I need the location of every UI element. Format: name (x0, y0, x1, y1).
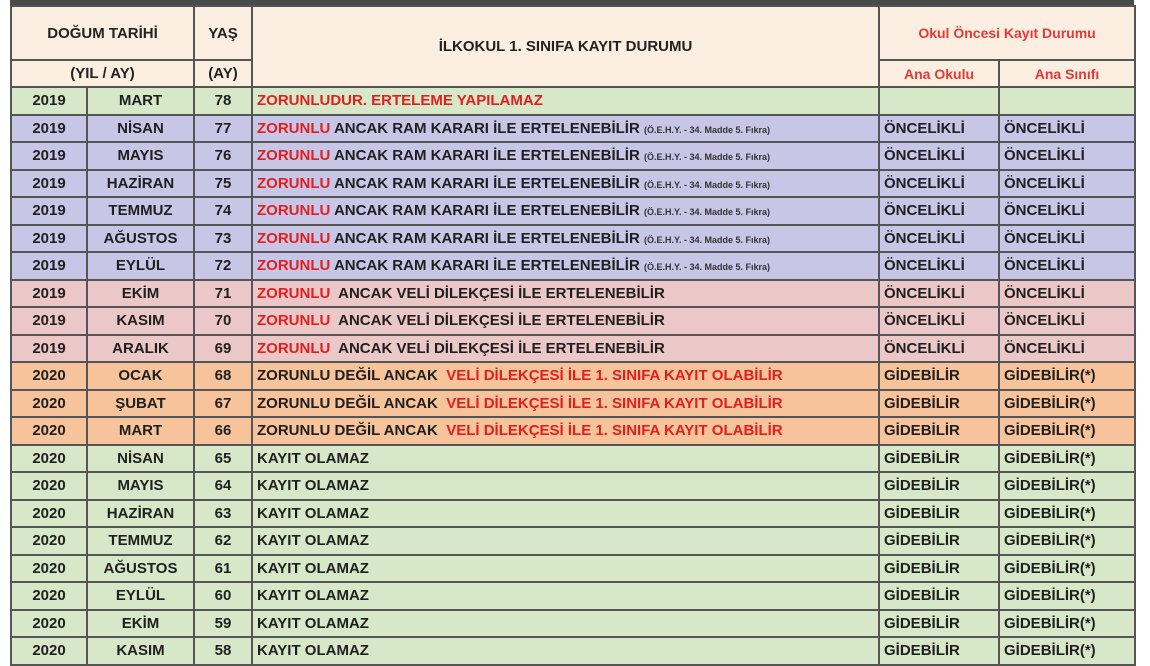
year-cell: 2019 (11, 87, 87, 115)
nursery-class-cell: GİDEBİLİR(*) (999, 362, 1135, 390)
age-cell: 62 (194, 527, 252, 555)
age-header: YAŞ (194, 6, 252, 60)
status-cell (252, 500, 879, 528)
registration-table (10, 5, 1136, 666)
status-text: ANCAK RAM KARARI İLE ERTELENEBİLİR (330, 119, 644, 137)
age-cell: 75 (194, 170, 252, 198)
month-cell: HAZİRAN (87, 170, 194, 198)
age-cell: 76 (194, 142, 252, 170)
year-cell: 2019 (11, 335, 87, 363)
status-text: ANCAK RAM KARARI İLE ERTELENEBİLİR (330, 257, 644, 275)
nursery-class-cell (999, 87, 1135, 115)
nursery-class-cell: GİDEBİLİR(*) (999, 555, 1135, 583)
table-row (11, 307, 1135, 335)
month-cell: KASIM (87, 637, 194, 665)
status-cell (252, 582, 879, 610)
month-cell: AĞUSTOS (87, 555, 194, 583)
month-cell: KASIM (87, 307, 194, 335)
age-cell: 65 (194, 445, 252, 473)
table-row (11, 610, 1135, 638)
status-red-text-2: VELİ DİLEKÇESİ İLE 1. SINIFA KAYIT OLABİLİR (446, 394, 783, 412)
status-red-text: ZORUNLU (257, 202, 331, 220)
year-cell: 2019 (11, 225, 87, 253)
month-cell: TEMMUZ (87, 197, 194, 225)
status-text: ZORUNLU DEĞİL ANCAK (257, 422, 447, 440)
month-cell: OCAK (87, 362, 194, 390)
kindergarten-cell: GİDEBİLİR (879, 582, 999, 610)
table-row (11, 225, 1135, 253)
status-text: ANCAK RAM KARARI İLE ERTELENEBİLİR (330, 202, 644, 220)
age-cell: 77 (194, 115, 252, 143)
table-row (11, 142, 1135, 170)
year-cell: 2020 (11, 555, 87, 583)
year-cell: 2019 (11, 115, 87, 143)
year-cell: 2019 (11, 280, 87, 308)
nursery-class-cell: GİDEBİLİR(*) (999, 417, 1135, 445)
table-row (11, 500, 1135, 528)
year-cell: 2020 (11, 610, 87, 638)
status-cell (252, 637, 879, 665)
kindergarten-cell: ÖNCELİKLİ (879, 142, 999, 170)
status-cell (252, 280, 879, 308)
table-row (11, 472, 1135, 500)
regulation-note: (Ö.E.H.Y. - 34. Madde 5. Fıkra) (643, 262, 770, 273)
year-cell: 2020 (11, 637, 87, 665)
status-text: KAYIT OLAMAZ (257, 587, 369, 605)
age-cell: 69 (194, 335, 252, 363)
kindergarten-cell: GİDEBİLİR (879, 390, 999, 418)
month-cell: EYLÜL (87, 582, 194, 610)
age-cell: 72 (194, 252, 252, 280)
status-text: ANCAK RAM KARARI İLE ERTELENEBİLİR (330, 174, 644, 192)
table-row (11, 197, 1135, 225)
regulation-note: (Ö.E.H.Y. - 34. Madde 5. Fıkra) (643, 207, 770, 218)
status-red-text-2: VELİ DİLEKÇESİ İLE 1. SINIFA KAYIT OLABİLİR (446, 422, 783, 440)
year-cell: 2019 (11, 170, 87, 198)
nursery-class-cell: ÖNCELİKLİ (999, 335, 1135, 363)
table-row (11, 582, 1135, 610)
regulation-note: (Ö.E.H.Y. - 34. Madde 5. Fıkra) (643, 152, 770, 163)
status-cell (252, 170, 879, 198)
age-cell: 60 (194, 582, 252, 610)
age-cell: 70 (194, 307, 252, 335)
preschool-status-header: Okul Öncesi Kayıt Durumu (879, 6, 1135, 60)
year-cell: 2020 (11, 362, 87, 390)
status-red-text: ZORUNLU (257, 339, 331, 357)
kindergarten-cell: GİDEBİLİR (879, 472, 999, 500)
table-row (11, 335, 1135, 363)
status-red-text: ZORUNLU (257, 257, 331, 275)
month-cell: EYLÜL (87, 252, 194, 280)
nursery-class-cell: ÖNCELİKLİ (999, 142, 1135, 170)
kindergarten-cell: GİDEBİLİR (879, 637, 999, 665)
status-cell (252, 527, 879, 555)
year-cell: 2019 (11, 142, 87, 170)
age-cell: 74 (194, 197, 252, 225)
status-text: ZORUNLU DEĞİL ANCAK (257, 394, 447, 412)
table-row (11, 527, 1135, 555)
age-cell: 68 (194, 362, 252, 390)
kindergarten-cell: GİDEBİLİR (879, 362, 999, 390)
month-cell: ŞUBAT (87, 390, 194, 418)
regulation-note: (Ö.E.H.Y. - 34. Madde 5. Fıkra) (643, 234, 770, 245)
month-cell: NİSAN (87, 115, 194, 143)
status-cell (252, 417, 879, 445)
status-cell (252, 87, 879, 115)
table-row (11, 170, 1135, 198)
nursery-class-cell: GİDEBİLİR(*) (999, 390, 1135, 418)
kindergarten-cell: ÖNCELİKLİ (879, 115, 999, 143)
month-cell: HAZİRAN (87, 500, 194, 528)
age-cell: 71 (194, 280, 252, 308)
year-cell: 2020 (11, 472, 87, 500)
year-cell: 2020 (11, 582, 87, 610)
year-cell: 2019 (11, 307, 87, 335)
table-row (11, 280, 1135, 308)
table-row (11, 87, 1135, 115)
table-row (11, 445, 1135, 473)
age-cell: 59 (194, 610, 252, 638)
nursery-class-cell: ÖNCELİKLİ (999, 170, 1135, 198)
table-row (11, 555, 1135, 583)
nursery-class-cell: ÖNCELİKLİ (999, 197, 1135, 225)
status-text: KAYIT OLAMAZ (257, 614, 369, 632)
year-cell: 2020 (11, 500, 87, 528)
age-cell: 58 (194, 637, 252, 665)
age-cell: 64 (194, 472, 252, 500)
status-cell (252, 445, 879, 473)
status-cell (252, 142, 879, 170)
status-red-text: ZORUNLU (257, 229, 331, 247)
status-red-text: ZORUNLU (257, 174, 331, 192)
status-text: ANCAK VELİ DİLEKÇESİ İLE ERTELENEBİLİR (330, 312, 665, 330)
nursery-class-cell: GİDEBİLİR(*) (999, 582, 1135, 610)
nursery-class-cell: GİDEBİLİR(*) (999, 500, 1135, 528)
table-row (11, 390, 1135, 418)
kindergarten-cell: ÖNCELİKLİ (879, 252, 999, 280)
regulation-note: (Ö.E.H.Y. - 34. Madde 5. Fıkra) (643, 124, 770, 135)
status-cell (252, 335, 879, 363)
month-cell: EKİM (87, 280, 194, 308)
year-cell: 2020 (11, 390, 87, 418)
status-cell (252, 472, 879, 500)
age-cell: 78 (194, 87, 252, 115)
birth-date-header: DOĞUM TARİHİ (11, 6, 194, 60)
year-cell: 2020 (11, 445, 87, 473)
status-text: KAYIT OLAMAZ (257, 449, 369, 467)
kindergarten-cell: GİDEBİLİR (879, 555, 999, 583)
status-cell (252, 610, 879, 638)
year-cell: 2020 (11, 527, 87, 555)
month-cell: MART (87, 87, 194, 115)
nursery-class-cell: GİDEBİLİR(*) (999, 445, 1135, 473)
nursery-class-cell: GİDEBİLİR(*) (999, 472, 1135, 500)
status-red-text: ZORUNLU (257, 147, 331, 165)
year-month-header: (YIL / AY) (11, 60, 194, 87)
status-text: ZORUNLU DEĞİL ANCAK (257, 367, 447, 385)
nursery-class-cell: ÖNCELİKLİ (999, 225, 1135, 253)
status-red-text: ZORUNLU (257, 312, 331, 330)
table-row (11, 362, 1135, 390)
nursery-class-header: Ana Sınıfı (999, 60, 1135, 87)
table-row (11, 115, 1135, 143)
age-cell: 61 (194, 555, 252, 583)
month-cell: TEMMUZ (87, 527, 194, 555)
age-unit-header: (AY) (194, 60, 252, 87)
status-text: ANCAK RAM KARARI İLE ERTELENEBİLİR (330, 147, 644, 165)
nursery-class-cell: GİDEBİLİR(*) (999, 527, 1135, 555)
table-row (11, 417, 1135, 445)
year-cell: 2019 (11, 197, 87, 225)
kindergarten-cell: ÖNCELİKLİ (879, 335, 999, 363)
kindergarten-cell: GİDEBİLİR (879, 445, 999, 473)
status-text: ANCAK VELİ DİLEKÇESİ İLE ERTELENEBİLİR (330, 284, 665, 302)
status-cell (252, 390, 879, 418)
status-red-text: ZORUNLU (257, 119, 331, 137)
status-text: ANCAK VELİ DİLEKÇESİ İLE ERTELENEBİLİR (330, 339, 665, 357)
age-cell: 67 (194, 390, 252, 418)
age-cell: 63 (194, 500, 252, 528)
nursery-class-cell: ÖNCELİKLİ (999, 307, 1135, 335)
kindergarten-cell: ÖNCELİKLİ (879, 280, 999, 308)
regulation-note: (Ö.E.H.Y. - 34. Madde 5. Fıkra) (643, 179, 770, 190)
nursery-class-cell: ÖNCELİKLİ (999, 280, 1135, 308)
month-cell: ARALIK (87, 335, 194, 363)
status-text: KAYIT OLAMAZ (257, 504, 369, 522)
year-cell: 2020 (11, 417, 87, 445)
kindergarten-cell: ÖNCELİKLİ (879, 197, 999, 225)
status-text: KAYIT OLAMAZ (257, 532, 369, 550)
status-red-text: ZORUNLU (257, 284, 331, 302)
status-text: KAYIT OLAMAZ (257, 642, 369, 660)
age-cell: 66 (194, 417, 252, 445)
kindergarten-cell: ÖNCELİKLİ (879, 170, 999, 198)
status-text: ANCAK RAM KARARI İLE ERTELENEBİLİR (330, 229, 644, 247)
kindergarten-cell: GİDEBİLİR (879, 610, 999, 638)
status-cell (252, 225, 879, 253)
kindergarten-cell: ÖNCELİKLİ (879, 225, 999, 253)
kindergarten-cell: GİDEBİLİR (879, 500, 999, 528)
nursery-class-cell: ÖNCELİKLİ (999, 115, 1135, 143)
status-cell (252, 252, 879, 280)
status-cell (252, 115, 879, 143)
nursery-class-cell: ÖNCELİKLİ (999, 252, 1135, 280)
month-cell: MAYIS (87, 142, 194, 170)
month-cell: EKİM (87, 610, 194, 638)
status-red-text: ZORUNLUDUR. ERTELEME YAPILAMAZ (257, 92, 543, 110)
kindergarten-cell: GİDEBİLİR (879, 417, 999, 445)
status-cell (252, 197, 879, 225)
header-row-1 (11, 6, 1135, 60)
age-cell: 73 (194, 225, 252, 253)
year-cell: 2019 (11, 252, 87, 280)
month-cell: MAYIS (87, 472, 194, 500)
kindergarten-cell: ÖNCELİKLİ (879, 307, 999, 335)
status-text: KAYIT OLAMAZ (257, 559, 369, 577)
nursery-class-cell: GİDEBİLİR(*) (999, 610, 1135, 638)
table-row (11, 252, 1135, 280)
kindergarten-cell (879, 87, 999, 115)
kindergarten-cell: GİDEBİLİR (879, 527, 999, 555)
status-text: KAYIT OLAMAZ (257, 477, 369, 495)
month-cell: NİSAN (87, 445, 194, 473)
table-row (11, 637, 1135, 665)
status-cell (252, 307, 879, 335)
grade1-status-header: İLKOKUL 1. SINIFA KAYIT DURUMU (252, 6, 879, 87)
month-cell: MART (87, 417, 194, 445)
status-cell (252, 555, 879, 583)
month-cell: AĞUSTOS (87, 225, 194, 253)
kindergarten-header: Ana Okulu (879, 60, 999, 87)
status-cell (252, 362, 879, 390)
nursery-class-cell: GİDEBİLİR(*) (999, 637, 1135, 665)
status-red-text-2: VELİ DİLEKÇESİ İLE 1. SINIFA KAYIT OLABİLİR (446, 367, 783, 385)
